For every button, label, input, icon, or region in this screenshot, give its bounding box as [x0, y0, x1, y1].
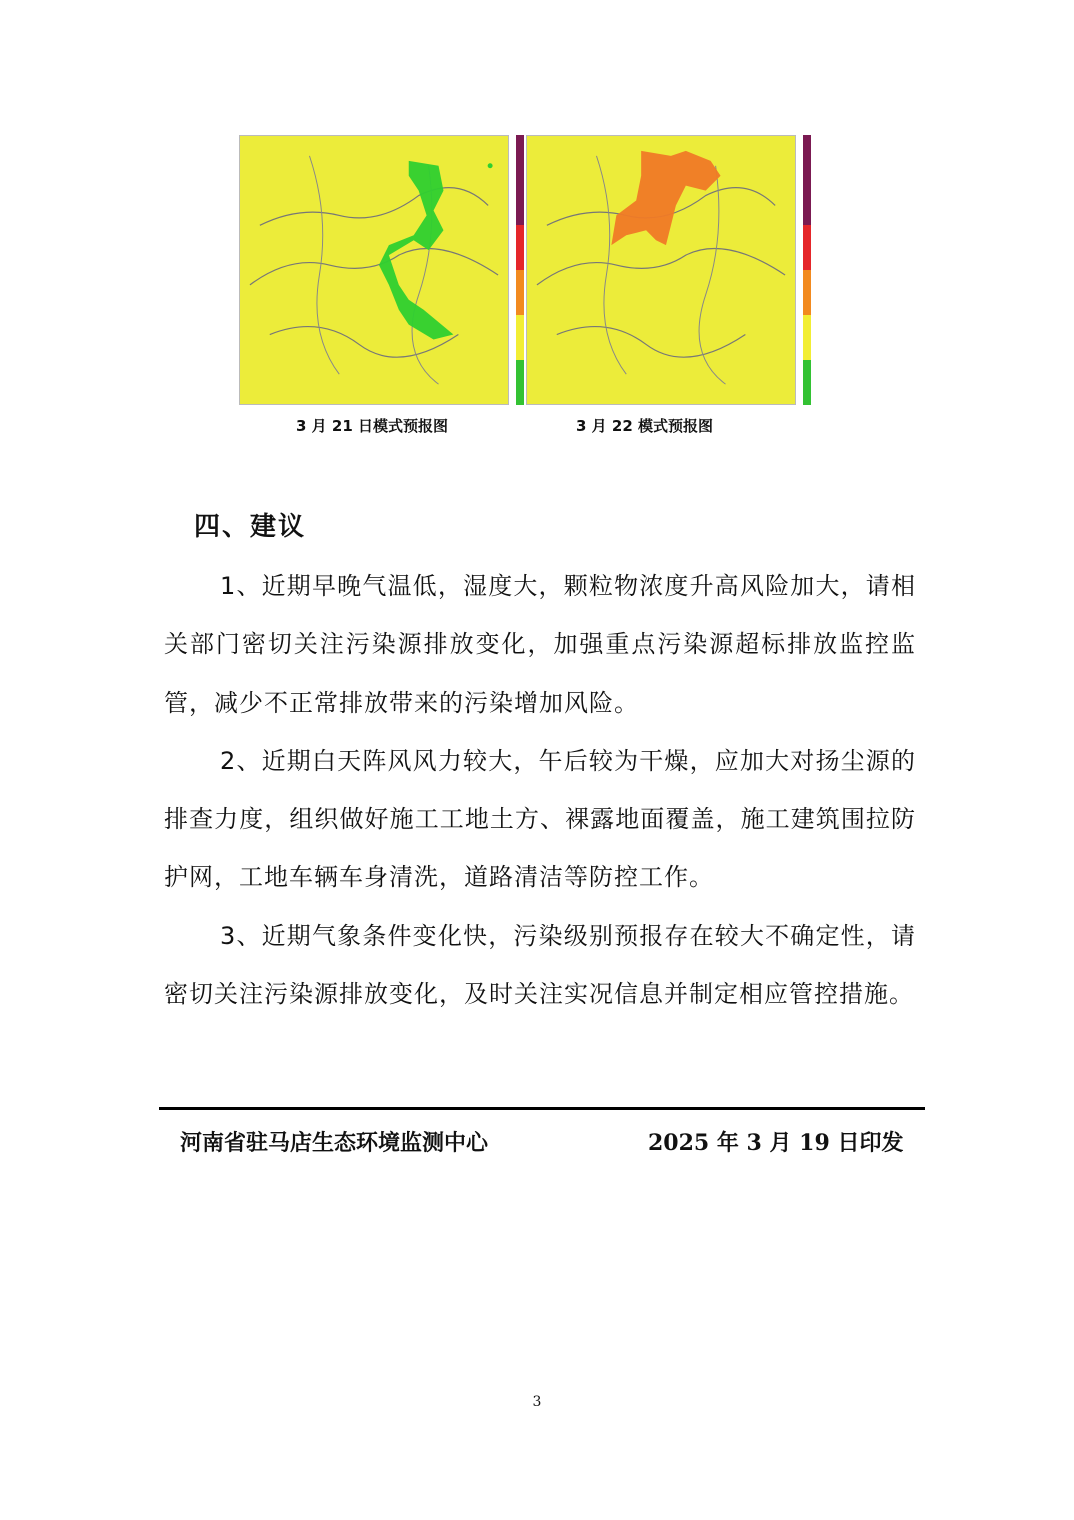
- scale-swatch: [516, 360, 524, 405]
- color-scale-bar-mar22: [803, 135, 811, 405]
- scale-swatch: [803, 225, 811, 270]
- scale-swatch: [803, 360, 811, 405]
- scale-swatch: [516, 180, 524, 225]
- scale-swatch: [516, 225, 524, 270]
- scale-swatch: [803, 270, 811, 315]
- recommendation-paragraph: 3、近期气象条件变化快，污染级别预报存在较大不确定性，请密切关注污染源排放变化，及时关注实况信息并制定相应管控措施。: [164, 921, 916, 1009]
- footer-divider: [159, 1107, 925, 1110]
- forecast-map-mar22: [526, 135, 796, 405]
- recommendation-paragraph: 2、近期白天阵风风力较大，午后较为干燥，应加大对扬尘源的排查力度，组织做好施工工地土方、裸露地面覆盖，施工建筑围拉防护网，工地车辆车身清洗，道路清洁等防控工作。: [164, 746, 916, 892]
- scale-swatch: [516, 270, 524, 315]
- issuer-name: 河南省驻马店生态环境监测中心: [180, 1130, 489, 1156]
- forecast-maps: [239, 135, 809, 405]
- scale-swatch: [803, 135, 811, 180]
- scale-swatch: [516, 135, 524, 180]
- section-title: 四、建议: [194, 512, 307, 542]
- color-scale-bar-mar21: [516, 135, 524, 405]
- forecast-map-mar21: [239, 135, 509, 405]
- page-number: 3: [532, 1394, 542, 1410]
- recommendation-paragraph: 1、近期早晚气温低，湿度大，颗粒物浓度升高风险加大，请相关部门密切关注污染源排放变化，加强重点污染源超标排放监控监管，减少不正常排放带来的污染增加风险。: [164, 572, 916, 717]
- recommendations-body: [164, 557, 916, 1023]
- scale-swatch: [516, 315, 524, 360]
- issue-date: 2025 年 3 月 19 日印发: [648, 1130, 904, 1156]
- figure-caption-mar22: 3 月 22 模式预报图: [576, 417, 713, 435]
- figure-caption-mar21: 3 月 21 日模式预报图: [296, 417, 448, 435]
- scale-swatch: [803, 315, 811, 360]
- scale-swatch: [803, 180, 811, 225]
